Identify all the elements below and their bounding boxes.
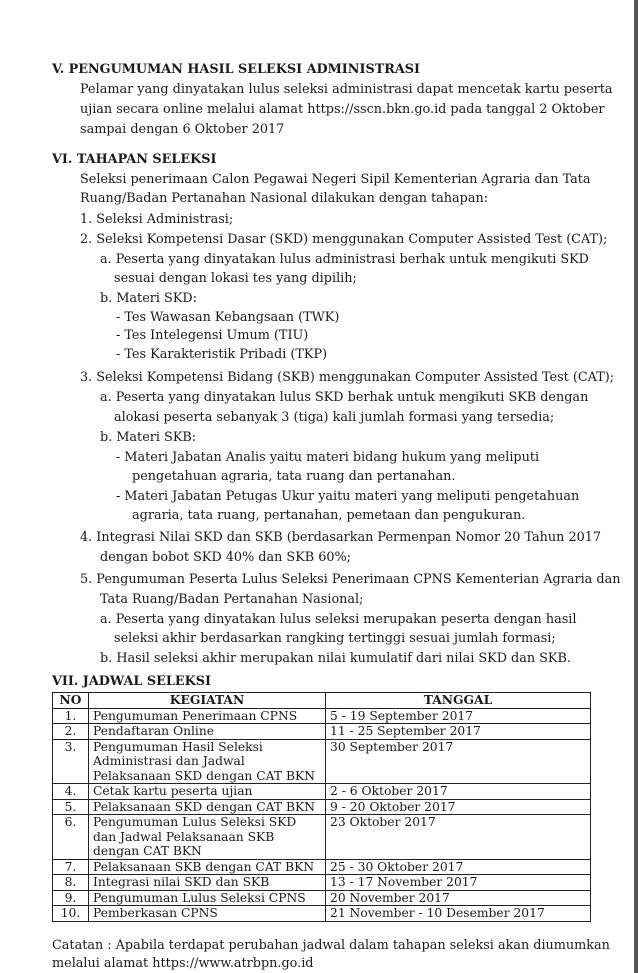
bullet-item: - Materi Jabatan Analis yaitu materi bidang hukum yang meliputi bbox=[116, 450, 540, 465]
cell-no: 9. bbox=[53, 890, 89, 906]
cell-tanggal: 2 - 6 Oktober 2017 bbox=[326, 784, 591, 800]
table-row bbox=[53, 875, 591, 891]
table-header-row bbox=[53, 693, 591, 709]
list-subitem: seleksi akhir berdasarkan rangking tertinggi sesuai jumlah formasi; bbox=[114, 631, 556, 646]
note-line: melalui alamat https://www.atrbpn.go.id bbox=[52, 956, 314, 971]
cell-kegiatan: Pemberkasan CPNS bbox=[89, 906, 326, 922]
list-subitem: sesuai dengan lokasi tes yang dipilih; bbox=[114, 271, 357, 286]
bullet-item: - Tes Intelegensi Umum (TIU) bbox=[116, 328, 309, 343]
cell-tanggal: 21 November - 10 Desember 2017 bbox=[326, 906, 591, 922]
header-no: NO bbox=[53, 693, 89, 709]
table-row bbox=[53, 708, 591, 724]
cell-no: 7. bbox=[53, 859, 89, 875]
section-heading: VII. JADWAL SELEKSI bbox=[52, 674, 211, 689]
list-item: Tata Ruang/Badan Pertanahan Nasional; bbox=[100, 592, 364, 607]
list-subitem: a. Peserta yang dinyatakan lulus SKD berhak untuk mengikuti SKB dengan bbox=[100, 390, 589, 405]
cell-kegiatan: Pengumuman Lulus Seleksi CPNS bbox=[89, 890, 326, 906]
list-subitem: a. Peserta yang dinyatakan lulus administrasi berhak untuk mengikuti SKD bbox=[100, 252, 589, 267]
table-row bbox=[53, 815, 591, 860]
list-item: 1. Seleksi Administrasi; bbox=[80, 212, 234, 227]
cell-no: 8. bbox=[53, 875, 89, 891]
paragraph-line: Ruang/Badan Pertanahan Nasional dilakukan dengan tahapan: bbox=[80, 191, 489, 206]
paragraph-line: Pelamar yang dinyatakan lulus seleksi administrasi dapat mencetak kartu peserta bbox=[80, 82, 613, 97]
cell-kegiatan: Pelaksanaan SKB dengan CAT BKN bbox=[89, 859, 326, 875]
cell-tanggal: 11 - 25 September 2017 bbox=[326, 724, 591, 740]
table-row bbox=[53, 906, 591, 922]
list-item: dengan bobot SKD 40% dan SKB 60%; bbox=[100, 550, 351, 565]
cell-tanggal: 25 - 30 Oktober 2017 bbox=[326, 859, 591, 875]
header-kegiatan: KEGIATAN bbox=[89, 693, 326, 709]
cell-tanggal: 5 - 19 September 2017 bbox=[326, 708, 591, 724]
cell-kegiatan: Pengumuman Lulus Seleksi SKD dan Jadwal Pelaksanaan SKB dengan CAT BKN bbox=[89, 815, 326, 860]
cell-kegiatan: Integrasi nilai SKD dan SKB bbox=[89, 875, 326, 891]
cell-tanggal: 30 September 2017 bbox=[326, 739, 591, 784]
bullet-item: pengetahuan agraria, tata ruang dan pertanahan. bbox=[132, 469, 456, 484]
cell-no: 5. bbox=[53, 799, 89, 815]
cell-no: 10. bbox=[53, 906, 89, 922]
cell-tanggal: 20 November 2017 bbox=[326, 890, 591, 906]
list-subitem: b. Hasil seleksi akhir merupakan nilai kumulatif dari nilai SKD dan SKB. bbox=[100, 651, 571, 666]
table-row bbox=[53, 799, 591, 815]
cell-tanggal: 23 Oktober 2017 bbox=[326, 815, 591, 860]
cell-no: 4. bbox=[53, 784, 89, 800]
cell-no: 1. bbox=[53, 708, 89, 724]
list-subitem: a. Peserta yang dinyatakan lulus seleksi merupakan peserta dengan hasil bbox=[100, 612, 577, 627]
paragraph-line: sampai dengan 6 Oktober 2017 bbox=[80, 122, 285, 137]
bullet-item: agraria, tata ruang, pertanahan, pemetaan dan pengukuran. bbox=[132, 508, 526, 523]
cell-tanggal: 13 - 17 November 2017 bbox=[326, 875, 591, 891]
bullet-item: - Materi Jabatan Petugas Ukur yaitu materi yang meliputi pengetahuan bbox=[116, 489, 580, 504]
section-heading: V. PENGUMUMAN HASIL SELEKSI ADMINISTRASI bbox=[52, 62, 421, 77]
section-heading: VI. TAHAPAN SELEKSI bbox=[52, 152, 217, 167]
bullet-item: - Tes Karakteristik Pribadi (TKP) bbox=[116, 347, 328, 362]
list-subitem: alokasi peserta sebanyak 3 (tiga) kali jumlah formasi yang tersedia; bbox=[114, 410, 555, 425]
list-item: 4. Integrasi Nilai SKD dan SKB (berdasarkan Permenpan Nomor 20 Tahun 2017 bbox=[80, 530, 602, 545]
list-item: 5. Pengumuman Peserta Lulus Seleksi Penerimaan CPNS Kementerian Agraria dan bbox=[80, 572, 621, 587]
table-row bbox=[53, 739, 591, 784]
paragraph-line: ujian secara online melalui alamat https://sscn.bkn.go.id pada tanggal 2 Oktober bbox=[80, 102, 605, 117]
list-item: 2. Seleksi Kompetensi Dasar (SKD) menggunakan Computer Assisted Test (CAT); bbox=[80, 232, 608, 247]
schedule-table bbox=[52, 692, 591, 922]
table-row bbox=[53, 724, 591, 740]
cell-kegiatan: Pengumuman Penerimaan CPNS bbox=[89, 708, 326, 724]
scan-edge bbox=[634, 0, 638, 973]
cell-kegiatan: Pelaksanaan SKD dengan CAT BKN bbox=[89, 799, 326, 815]
cell-kegiatan: Pendaftaran Online bbox=[89, 724, 326, 740]
table-row bbox=[53, 890, 591, 906]
cell-no: 3. bbox=[53, 739, 89, 784]
table-row bbox=[53, 784, 591, 800]
header-tanggal: TANGGAL bbox=[326, 693, 591, 709]
bullet-item: - Tes Wawasan Kebangsaan (TWK) bbox=[116, 310, 340, 325]
list-subitem: b. Materi SKD: bbox=[100, 291, 197, 306]
list-subitem: b. Materi SKB: bbox=[100, 430, 197, 445]
cell-kegiatan: Cetak kartu peserta ujian bbox=[89, 784, 326, 800]
table-row bbox=[53, 859, 591, 875]
note-line: Catatan : Apabila terdapat perubahan jadwal dalam tahapan seleksi akan diumumkan bbox=[52, 938, 610, 953]
cell-tanggal: 9 - 20 Oktober 2017 bbox=[326, 799, 591, 815]
cell-no: 2. bbox=[53, 724, 89, 740]
paragraph-line: Seleksi penerimaan Calon Pegawai Negeri Sipil Kementerian Agraria dan Tata bbox=[80, 172, 591, 187]
list-item: 3. Seleksi Kompetensi Bidang (SKB) menggunakan Computer Assisted Test (CAT); bbox=[80, 370, 615, 385]
cell-no: 6. bbox=[53, 815, 89, 860]
cell-kegiatan: Pengumuman Hasil Seleksi Administrasi dan Jadwal Pelaksanaan SKD dengan CAT BKN bbox=[89, 739, 326, 784]
